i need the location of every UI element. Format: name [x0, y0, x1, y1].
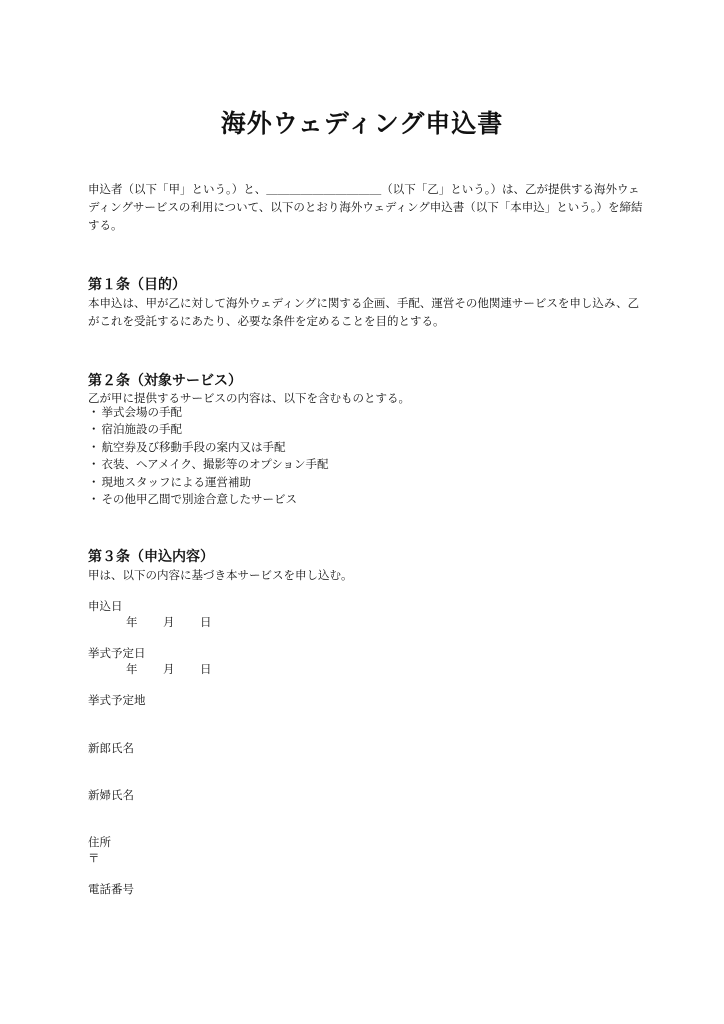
- list-item: ・ 挙式会場の手配: [88, 404, 329, 421]
- article-3-heading: 第３条（申込内容）: [88, 549, 214, 565]
- list-item: ・ 航空券及び移動手段の案内又は手配: [88, 439, 329, 456]
- list-item: ・ 衣装、ヘアメイク、撮影等のオプション手配: [88, 456, 329, 473]
- groom-name-label: 新郎氏名: [88, 741, 134, 755]
- list-item: ・ 現地スタッフによる運営補助: [88, 474, 329, 491]
- postal-mark: 〒: [88, 851, 100, 865]
- preamble-text: 申込者（以下「甲」という。）と、＿＿＿＿＿＿＿＿＿＿（以下「乙」という。）は、乙が提供する海外ウェディングサービスの利用について、以下のとおり海外ウェディング申込書（以下「本申込」という。）を締結する。: [88, 182, 643, 232]
- service-list: [88, 404, 329, 508]
- list-item: ・ その他甲乙間で別途合意したサービス: [88, 491, 329, 508]
- ceremony-place-label: 挙式予定地: [88, 693, 146, 707]
- bride-name-label: 新婦氏名: [88, 788, 134, 802]
- article-3-text: 甲は、以下の内容に基づき本サービスを申し込む。: [88, 568, 353, 582]
- year-unit: 年: [126, 615, 138, 629]
- application-date-label: 申込日: [88, 599, 123, 613]
- article-1-text: 本申込は、甲が乙に対して海外ウェディングに関する企画、手配、運営その他関連サービスを申し込み、乙がこれを受託するにあたり、必要な条件を定めることを目的とする。: [88, 296, 640, 328]
- document-title: 海外ウェディング申込書: [220, 109, 504, 138]
- day-unit: 日: [200, 615, 212, 629]
- month-unit: 月: [163, 615, 175, 629]
- ceremony-date-label: 挙式予定日: [88, 646, 146, 660]
- article-2-heading: 第２条（対象サービス）: [88, 373, 242, 389]
- month-unit: 月: [163, 662, 175, 676]
- article-1-heading: 第１条（目的）: [88, 277, 186, 293]
- day-unit: 日: [200, 662, 212, 676]
- article-2-text: 乙が甲に提供するサービスの内容は、以下を含むものとする。: [88, 391, 410, 405]
- year-unit: 年: [126, 662, 138, 676]
- phone-label: 電話番号: [88, 882, 134, 896]
- address-label: 住所: [88, 835, 111, 849]
- list-item: ・ 宿泊施設の手配: [88, 421, 329, 438]
